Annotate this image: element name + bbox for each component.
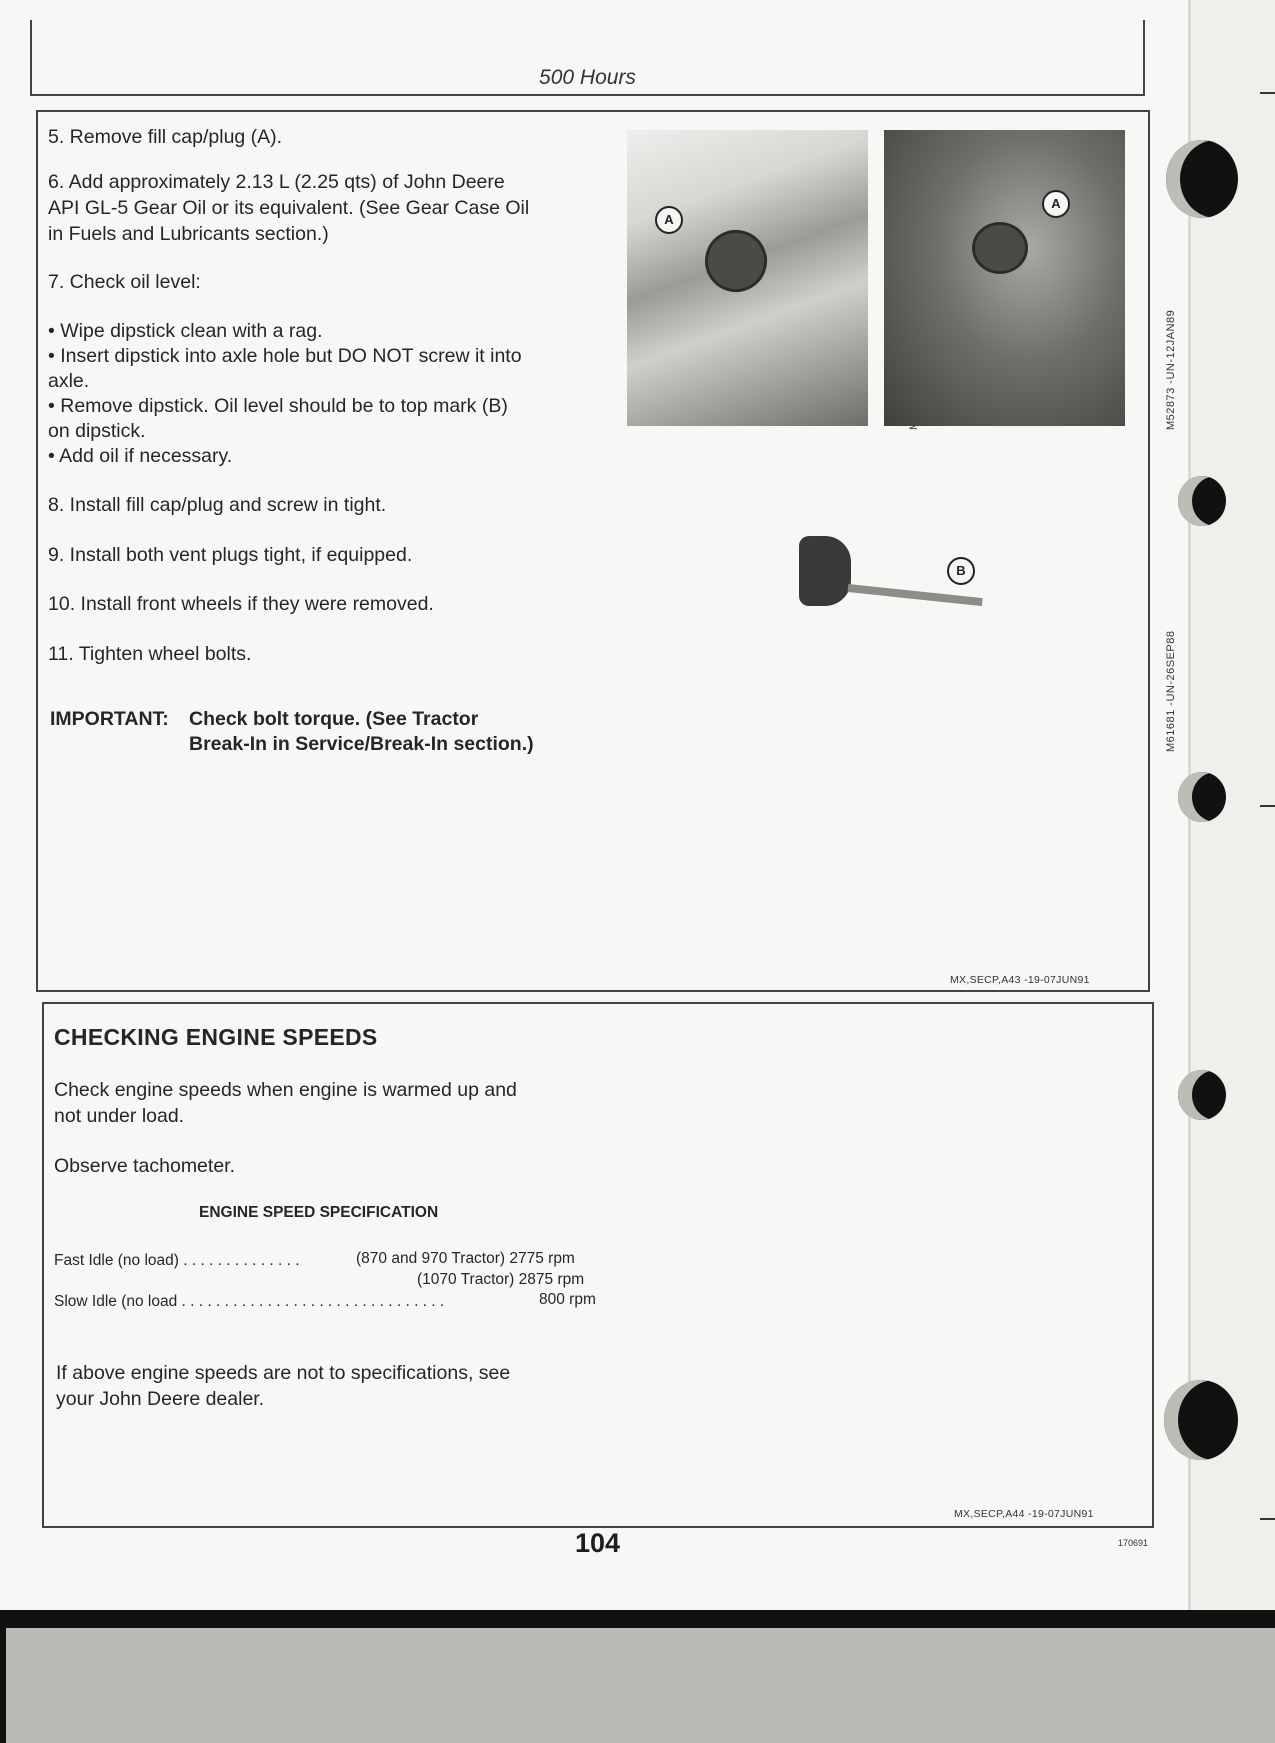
slow-idle-label: Slow Idle (no load . . . . . . . . . . . . . . . . . . . . . . . . . . . . . . . (54, 1293, 445, 1310)
section1-footer-code: MX,SECP,A43 -19-07JUN91 (950, 974, 1090, 986)
dealer-note-line-1: If above engine speeds are not to specifications, see (56, 1362, 511, 1384)
fill-cap-photo (627, 130, 868, 426)
slow-idle-value: 800 rpm (539, 1291, 596, 1308)
bullet-insert-line-1: • Insert dipstick into axle hole but DO NOT screw it into (48, 345, 522, 367)
important-line-1: Check bolt torque. (See Tractor (189, 708, 479, 730)
bullet-remove-line-1: • Remove dipstick. Oil level should be to top mark (B) (48, 395, 508, 417)
intro-line-2: not under load. (54, 1105, 185, 1127)
step-7: 7. Check oil level: (48, 271, 201, 293)
step-9: 9. Install both vent plugs tight, if equipped. (48, 544, 413, 566)
callout-a-icon: A (655, 206, 683, 234)
step-10: 10. Install front wheels if they were removed. (48, 593, 434, 615)
fast-idle-label: Fast Idle (no load) . . . . . . . . . . . . . . (54, 1252, 300, 1269)
spec-table-title: ENGINE SPEED SPECIFICATION (199, 1204, 439, 1221)
binder-hole-2 (1178, 476, 1226, 526)
important-label: IMPORTANT: (50, 708, 169, 730)
scan-bottom-strip (6, 1628, 1275, 1743)
important-line-2: Break-In in Service/Break-In section.) (189, 733, 534, 755)
axle-plug-image (972, 222, 1028, 274)
fast-idle-value-2: (1070 Tractor) 2875 rpm (417, 1271, 585, 1288)
intro-line-1: Check engine speeds when engine is warmed up and (54, 1079, 517, 1101)
tachometer-note: Observe tachometer. (54, 1155, 236, 1177)
step-6-line-3: in Fuels and Lubricants section.) (48, 223, 329, 245)
callout-b-icon: B (947, 557, 975, 585)
scan-bottom-border (0, 1610, 1275, 1743)
step-8: 8. Install fill cap/plug and screw in tight. (48, 494, 387, 516)
bullet-wipe: • Wipe dipstick clean with a rag. (48, 320, 323, 342)
section2-footer-code: MX,SECP,A44 -19-07JUN91 (954, 1508, 1094, 1520)
bullet-insert-line-2: axle. (48, 370, 90, 392)
dipstick-cap-image (799, 536, 851, 606)
running-header (30, 20, 1145, 96)
oil-procedure-block (36, 110, 1177, 992)
dipstick-rod-image (848, 584, 983, 606)
step-5: 5. Remove fill cap/plug (A). (48, 126, 283, 148)
dealer-note-line-2: your John Deere dealer. (56, 1388, 265, 1410)
binder-rule-3 (1260, 1518, 1275, 1520)
binder-hole-5 (1164, 1380, 1238, 1460)
binder-rule-2 (1260, 805, 1275, 807)
binder-hole-4 (1178, 1070, 1226, 1120)
step-6-line-1: 6. Add approximately 2.13 L (2.25 qts) of John Deere (48, 171, 505, 193)
image-code-2: M52873 -UN-12JAN89 (1165, 309, 1177, 430)
engine-speeds-block (42, 1002, 1154, 1528)
page-number: 104 (575, 1528, 621, 1558)
fill-cap-image (694, 219, 779, 304)
step-6-line-2: API GL-5 Gear Oil or its equivalent. (See Gear Case Oil (48, 197, 530, 219)
callout-a-icon-2: A (1042, 190, 1070, 218)
binder-hole-3 (1178, 772, 1226, 822)
image-code-3: M61681 -UN-26SEP88 (1165, 630, 1177, 752)
section-heading: CHECKING ENGINE SPEEDS (54, 1024, 378, 1050)
section-header-title: 500 Hours (539, 66, 636, 89)
axle-housing-photo (884, 130, 1125, 426)
step-11: 11. Tighten wheel bolts. (48, 643, 252, 665)
important-note (50, 707, 534, 755)
print-code: 170691 (1118, 1538, 1149, 1548)
binder-hole-1 (1166, 140, 1238, 218)
fast-idle-value-1: (870 and 970 Tractor) 2775 rpm (356, 1250, 575, 1267)
bullet-add-oil: • Add oil if necessary. (48, 445, 233, 467)
binder-rule-1 (1260, 92, 1275, 94)
bullet-remove-line-2: on dipstick. (48, 420, 146, 442)
